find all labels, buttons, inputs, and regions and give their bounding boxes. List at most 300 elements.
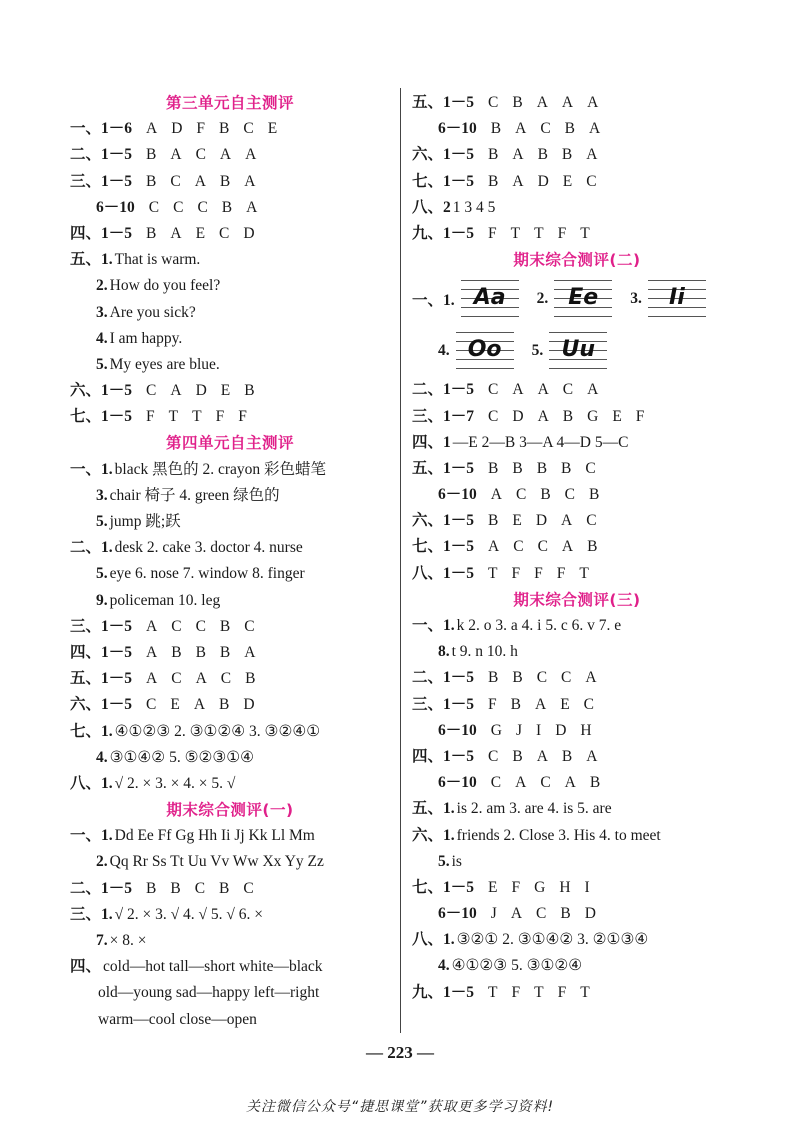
question-number: 五、1－5 [412, 459, 475, 477]
answer-choice: J [490, 905, 497, 923]
handwriting-box [549, 332, 607, 371]
answer-text: I am happy. [109, 329, 183, 347]
answer-choice: B [219, 617, 231, 635]
answer-text: How do you feel? [109, 277, 221, 295]
answer-choice: D [243, 224, 255, 242]
question-number: 九、1－5 [412, 983, 475, 1001]
question-number: 一、1. [412, 617, 455, 634]
answer-row [70, 169, 390, 195]
answer-row [70, 692, 390, 718]
answer-choice: B [510, 695, 521, 713]
answer-choice: H [580, 721, 592, 739]
answer-choice: T [510, 224, 521, 242]
answer-line [70, 745, 390, 771]
answer-choice: D [171, 120, 183, 138]
answer-row [412, 901, 742, 927]
answer-choice: D [535, 512, 548, 530]
answer-choice: D [537, 172, 549, 190]
answer-choice: A [146, 617, 158, 635]
answer-choice: B [219, 172, 231, 190]
answer-text: desk 2. cake 3. doctor 4. nurse [114, 539, 303, 557]
answer-line [70, 561, 390, 587]
answer-choice: D [584, 905, 596, 923]
answer-line [70, 719, 390, 745]
answer-choice: T [579, 564, 589, 582]
answer-line [412, 613, 742, 639]
answer-choice: C [171, 670, 182, 688]
answer-choice: A [586, 146, 598, 164]
question-number: 一、1. [70, 460, 113, 478]
answer-row [70, 142, 390, 168]
answer-choice: C [513, 538, 524, 556]
answer-choice: B [488, 172, 499, 190]
answer-choice: A [146, 120, 158, 138]
answer-text: is [451, 852, 462, 870]
answer-choice: C [490, 774, 502, 792]
answer-text: My eyes are blue. [109, 355, 220, 373]
answer-choice: A [586, 747, 598, 765]
answer-choice: A [219, 146, 232, 164]
handwriting-letters: Aa [473, 284, 506, 310]
question-number: 四、 [70, 958, 102, 976]
answer-choice: C [244, 617, 255, 635]
answer-line [412, 195, 742, 221]
answer-choice: B [195, 643, 206, 661]
answer-choice: B [561, 146, 573, 164]
answer-choice: E [195, 224, 206, 242]
answer-choice: A [536, 94, 548, 111]
question-number: 2. [536, 290, 549, 308]
question-number: 八、2 [412, 198, 451, 216]
question-number: 七、1－5 [412, 172, 475, 190]
handwriting-letters: Ee [568, 284, 599, 310]
answer-text: jump 跳;跃 [109, 513, 181, 530]
answer-row [412, 508, 742, 534]
question-number: 8. [438, 643, 450, 661]
question-number: 6－10 [96, 198, 135, 216]
answer-choice: F [557, 224, 567, 242]
question-number: 二、1. [70, 539, 113, 557]
answer-choice: D [195, 382, 207, 400]
answer-line [70, 483, 390, 509]
answer-choice: T [168, 408, 179, 426]
answer-choice: B [488, 146, 499, 164]
answer-choice: A [561, 512, 573, 530]
handwriting-box [461, 280, 519, 319]
question-number: 九、1－5 [412, 224, 475, 242]
answer-text: √ 2. × 3. × 4. × 5. √ [114, 774, 236, 792]
answer-text: policeman 10. leg [109, 591, 221, 609]
question-number: 一、1－6 [70, 120, 133, 138]
section-title: 期末综合测评(二) [513, 251, 641, 270]
answer-row [412, 169, 742, 195]
section-title: 期末综合测评(一) [166, 801, 294, 820]
answer-choice: A [194, 172, 206, 190]
answer-row [412, 718, 742, 744]
question-number: 6－10 [438, 774, 477, 792]
answer-row [70, 876, 390, 902]
answer-line [70, 588, 390, 614]
answer-choice: A [488, 538, 500, 556]
answer-row [70, 221, 390, 247]
answer-line [70, 902, 390, 928]
answer-row [412, 770, 742, 796]
answer-text: 1 3 4 5 [452, 198, 496, 216]
question-number: 4. [96, 329, 108, 347]
question-number: 四、1－5 [70, 643, 133, 661]
question-number: 三、1. [70, 905, 113, 923]
answer-choice: B [146, 224, 157, 242]
answer-text: That is warm. [114, 251, 201, 269]
answer-choice: T [534, 224, 544, 242]
answer-line [412, 796, 742, 822]
answer-text: black 黑色的 2. crayon 彩色蜡笔 [114, 460, 327, 478]
answer-choice: A [245, 146, 257, 164]
question-number: 3. [630, 290, 642, 308]
answer-choice: B [146, 146, 157, 164]
answer-choice: A [244, 643, 256, 661]
question-number: 五、1. [70, 251, 113, 269]
answer-choice: B [219, 643, 231, 661]
answer-line [70, 928, 390, 954]
answer-line [70, 954, 390, 980]
answer-choice: C [243, 879, 254, 897]
answer-line [412, 927, 742, 953]
answer-choice: E [512, 512, 522, 530]
answer-choice: B [171, 643, 182, 661]
page-number: — 223 — [366, 1043, 434, 1062]
answer-line [412, 849, 742, 875]
answer-choice: C [220, 670, 232, 688]
answer-text: √ 2. × 3. √ 4. √ 5. √ 6. × [114, 905, 264, 923]
answer-choice: A [536, 747, 548, 765]
question-number: 七、1－5 [70, 408, 133, 426]
answer-choice: T [534, 983, 544, 1001]
answer-choice: A [589, 120, 601, 138]
answer-line [412, 953, 742, 979]
section-title: 第三单元自主测评 [165, 94, 294, 112]
answer-choice: B [219, 696, 230, 714]
answer-row [412, 665, 742, 691]
answer-choice: F [511, 983, 521, 1001]
question-number: 2. [96, 853, 108, 871]
answer-choice: D [512, 407, 524, 425]
answer-choice: B [540, 486, 551, 504]
answer-row [412, 116, 742, 142]
answer-choice: B [589, 774, 601, 792]
answer-choice: F [146, 408, 155, 426]
answer-choice: A [512, 146, 524, 164]
answer-text: ④①②③ 2. ③①②④ 3. ③②④① [114, 722, 321, 740]
answer-choice: F [511, 878, 521, 896]
answer-row [412, 142, 742, 168]
answer-choice: A [585, 669, 597, 687]
question-number: 7. [96, 932, 108, 949]
answer-text: —E 2—B 3—A 4—D 5—C [452, 433, 629, 451]
answer-choice: A [537, 381, 549, 399]
answer-text: chair 椅子 4. green 绿色的 [109, 486, 280, 504]
answer-text: ③②① 2. ③①④② 3. ②①③④ [456, 931, 649, 949]
answer-choice: C [540, 774, 551, 792]
answer-choice: A [170, 382, 182, 400]
answer-row [412, 561, 742, 587]
answer-choice: B [219, 879, 230, 897]
question-number: 六、1－5 [70, 696, 133, 714]
answer-choice: A [490, 486, 502, 504]
question-number: 2. [96, 277, 108, 295]
question-number: 七、1－5 [412, 538, 475, 556]
question-number: 6－10 [438, 120, 477, 138]
answer-choice: F [534, 564, 543, 582]
answer-line [70, 457, 390, 483]
answer-choice: H [559, 878, 571, 896]
answer-text: × 8. × [109, 932, 147, 949]
answer-choice: B [146, 172, 157, 190]
question-number: 5. [531, 342, 544, 360]
answer-choice: C [146, 696, 157, 714]
answer-choice: A [587, 381, 599, 399]
answer-choice: B [512, 459, 523, 477]
answer-choice: B [587, 538, 598, 556]
question-number: 八、1. [70, 774, 113, 792]
answer-line [70, 823, 390, 849]
question-number: 4. [96, 748, 108, 766]
answer-choice: C [194, 879, 206, 897]
answer-choice: F [215, 408, 225, 426]
question-number: 5. [438, 852, 450, 870]
answer-choice: E [170, 696, 180, 714]
answer-row [412, 692, 742, 718]
answer-row [70, 195, 390, 221]
section-title: 期末综合测评(三) [513, 590, 641, 609]
answer-choice: B [561, 747, 573, 765]
answer-text: ③①④② 5. ⑤②③①④ [109, 748, 255, 766]
answer-choice: B [488, 512, 499, 530]
answer-choice: F [196, 120, 206, 138]
question-number: 二、1－5 [412, 669, 475, 687]
answer-choice: E [612, 407, 622, 425]
question-number: 七、1. [70, 722, 113, 740]
answer-choice: B [589, 486, 600, 504]
answer-choice: F [488, 224, 497, 242]
answer-choice: B [512, 669, 523, 687]
answer-choice: B [488, 459, 499, 477]
right-column [412, 90, 742, 1006]
answer-text: warm—cool close—open [98, 1010, 257, 1028]
answer-choice: B [219, 120, 230, 138]
handwriting-row [412, 325, 742, 377]
answer-choice: C [219, 224, 230, 242]
answer-choice: D [555, 721, 567, 739]
answer-choice: T [488, 983, 498, 1001]
answer-choice: F [557, 983, 567, 1001]
question-number: 4. [438, 957, 450, 975]
answer-choice: C [536, 905, 547, 923]
answer-choice: C [583, 695, 594, 713]
question-number: 二、1－5 [412, 381, 475, 399]
answer-choice: C [562, 381, 574, 399]
answer-text: ④①②③ 5. ③①②④ [451, 957, 583, 975]
answer-choice: E [267, 120, 278, 138]
answer-row [412, 534, 742, 560]
answer-text: Are you sick? [109, 303, 196, 321]
answer-choice: I [536, 721, 542, 739]
answer-choice: F [488, 695, 497, 713]
answer-row [412, 744, 742, 770]
answer-line [70, 509, 390, 535]
answer-choice: A [561, 94, 574, 111]
question-number: 6－10 [438, 721, 477, 739]
answer-choice: T [580, 224, 590, 242]
question-number: 二、1－5 [70, 879, 133, 897]
section-title: 第四单元自主测评 [165, 434, 294, 453]
handwriting-letters: Uu [561, 336, 596, 362]
question-number: 三、1－5 [70, 617, 133, 635]
answer-text: eye 6. nose 7. window 8. finger [109, 565, 305, 583]
question-number: 八、1. [412, 931, 455, 949]
answer-choice: A [537, 407, 549, 425]
answer-line [412, 823, 742, 849]
answer-choice: E [560, 695, 570, 713]
answer-choice: C [586, 172, 597, 190]
answer-choice: D [243, 696, 255, 714]
answer-line [70, 352, 390, 378]
question-number: 3. [96, 486, 108, 504]
answer-choice: C [536, 669, 548, 687]
answer-line [70, 771, 390, 797]
answer-choice: B [170, 879, 181, 897]
question-number: 4. [438, 342, 450, 360]
answer-choice: A [146, 643, 158, 661]
answer-text: Dd Ee Ff Gg Hh Ii Jj Kk Ll Mm [114, 827, 315, 845]
question-number: 9. [96, 591, 108, 609]
question-number: 六、1－5 [412, 146, 475, 164]
answer-choice: B [488, 669, 499, 687]
answer-choice: A [146, 670, 158, 688]
answer-text: is 2. am 3. are 4. is 5. are [456, 800, 612, 818]
answer-choice: C [148, 198, 160, 216]
answer-row [412, 980, 742, 1006]
answer-row [412, 404, 742, 430]
answer-choice: F [238, 408, 247, 426]
answer-line [70, 535, 390, 561]
answer-choice: B [562, 407, 574, 425]
answer-choice: C [195, 146, 206, 164]
answer-choice: A [195, 670, 207, 688]
answer-choice: E [562, 172, 573, 190]
answer-choice: C [488, 747, 499, 765]
answer-row [70, 614, 390, 640]
answer-choice: F [511, 564, 521, 582]
answer-choice: B [561, 459, 572, 477]
answer-line [70, 247, 390, 273]
answer-line [412, 639, 742, 665]
question-number: 6－10 [438, 905, 477, 923]
question-number: 三、1－5 [70, 172, 133, 190]
question-number: 一、1. [70, 827, 113, 845]
answer-row [70, 378, 390, 404]
answer-choice: B [537, 146, 548, 164]
answer-choice: T [488, 564, 498, 582]
answer-choice: C [537, 538, 548, 556]
answer-line [70, 980, 390, 1006]
answer-choice: A [244, 172, 256, 190]
answer-choice: F [556, 564, 566, 582]
answer-choice: C [197, 198, 208, 216]
answer-text: cold—hot tall—short white—black [103, 958, 323, 976]
answer-row [70, 666, 390, 692]
answer-choice: A [561, 538, 574, 556]
answer-choice: A [193, 696, 206, 714]
question-number: 一、1. [412, 292, 455, 310]
answer-choice: C [515, 486, 527, 504]
answer-text: friends 2. Close 3. His 4. to meet [456, 826, 661, 844]
question-number: 5. [96, 355, 108, 373]
handwriting-box [648, 280, 706, 319]
answer-choice: C [488, 381, 499, 399]
answer-choice: C [173, 198, 184, 216]
answer-choice: G [534, 878, 546, 896]
answer-choice: A [512, 172, 524, 190]
handwriting-box [456, 332, 514, 371]
answer-choice: A [564, 774, 576, 792]
question-number: 四、1－5 [70, 224, 133, 242]
answer-row [412, 482, 742, 508]
handwriting-letters: Oo [467, 336, 502, 362]
answer-row [412, 456, 742, 482]
answer-choice: B [512, 94, 523, 111]
question-number: 六、1－5 [412, 512, 475, 530]
answer-choice: B [564, 120, 575, 138]
answer-choice: B [244, 382, 255, 400]
answer-choice: C [564, 486, 575, 504]
answer-row [70, 640, 390, 666]
answer-line [70, 273, 390, 299]
answer-choice: C [540, 120, 551, 138]
answer-choice: T [580, 983, 590, 1001]
answer-choice: I [584, 878, 590, 896]
answer-choice: B [512, 747, 523, 765]
handwriting-box [554, 280, 612, 319]
left-column [70, 90, 390, 1033]
answer-row [70, 116, 390, 142]
answer-line [70, 1007, 390, 1033]
question-number: 三、1－5 [412, 695, 475, 713]
answer-line [70, 326, 390, 352]
answer-line [70, 300, 390, 326]
answer-choice: C [170, 172, 181, 190]
answer-row [412, 90, 742, 116]
answer-choice: B [221, 198, 233, 216]
answer-choice: A [515, 774, 527, 792]
answer-choice: J [515, 721, 523, 739]
answer-choice: G [587, 407, 599, 425]
answer-choice: B [536, 459, 548, 477]
question-number: 五、1. [412, 800, 455, 818]
answer-row [412, 377, 742, 403]
answer-choice: B [245, 670, 256, 688]
answer-text: k 2. o 3. a 4. i 5. c 6. v 7. e [456, 617, 622, 634]
answer-text: t 9. n 10. h [451, 643, 518, 661]
answer-choice: E [220, 382, 231, 400]
question-number: 5. [96, 513, 108, 530]
answer-choice: A [515, 120, 527, 138]
question-number: 六、1. [412, 826, 455, 844]
answer-choice: C [586, 512, 597, 530]
answer-choice: C [195, 617, 206, 635]
answer-choice: T [192, 408, 202, 426]
question-number: 八、1－5 [412, 564, 475, 582]
